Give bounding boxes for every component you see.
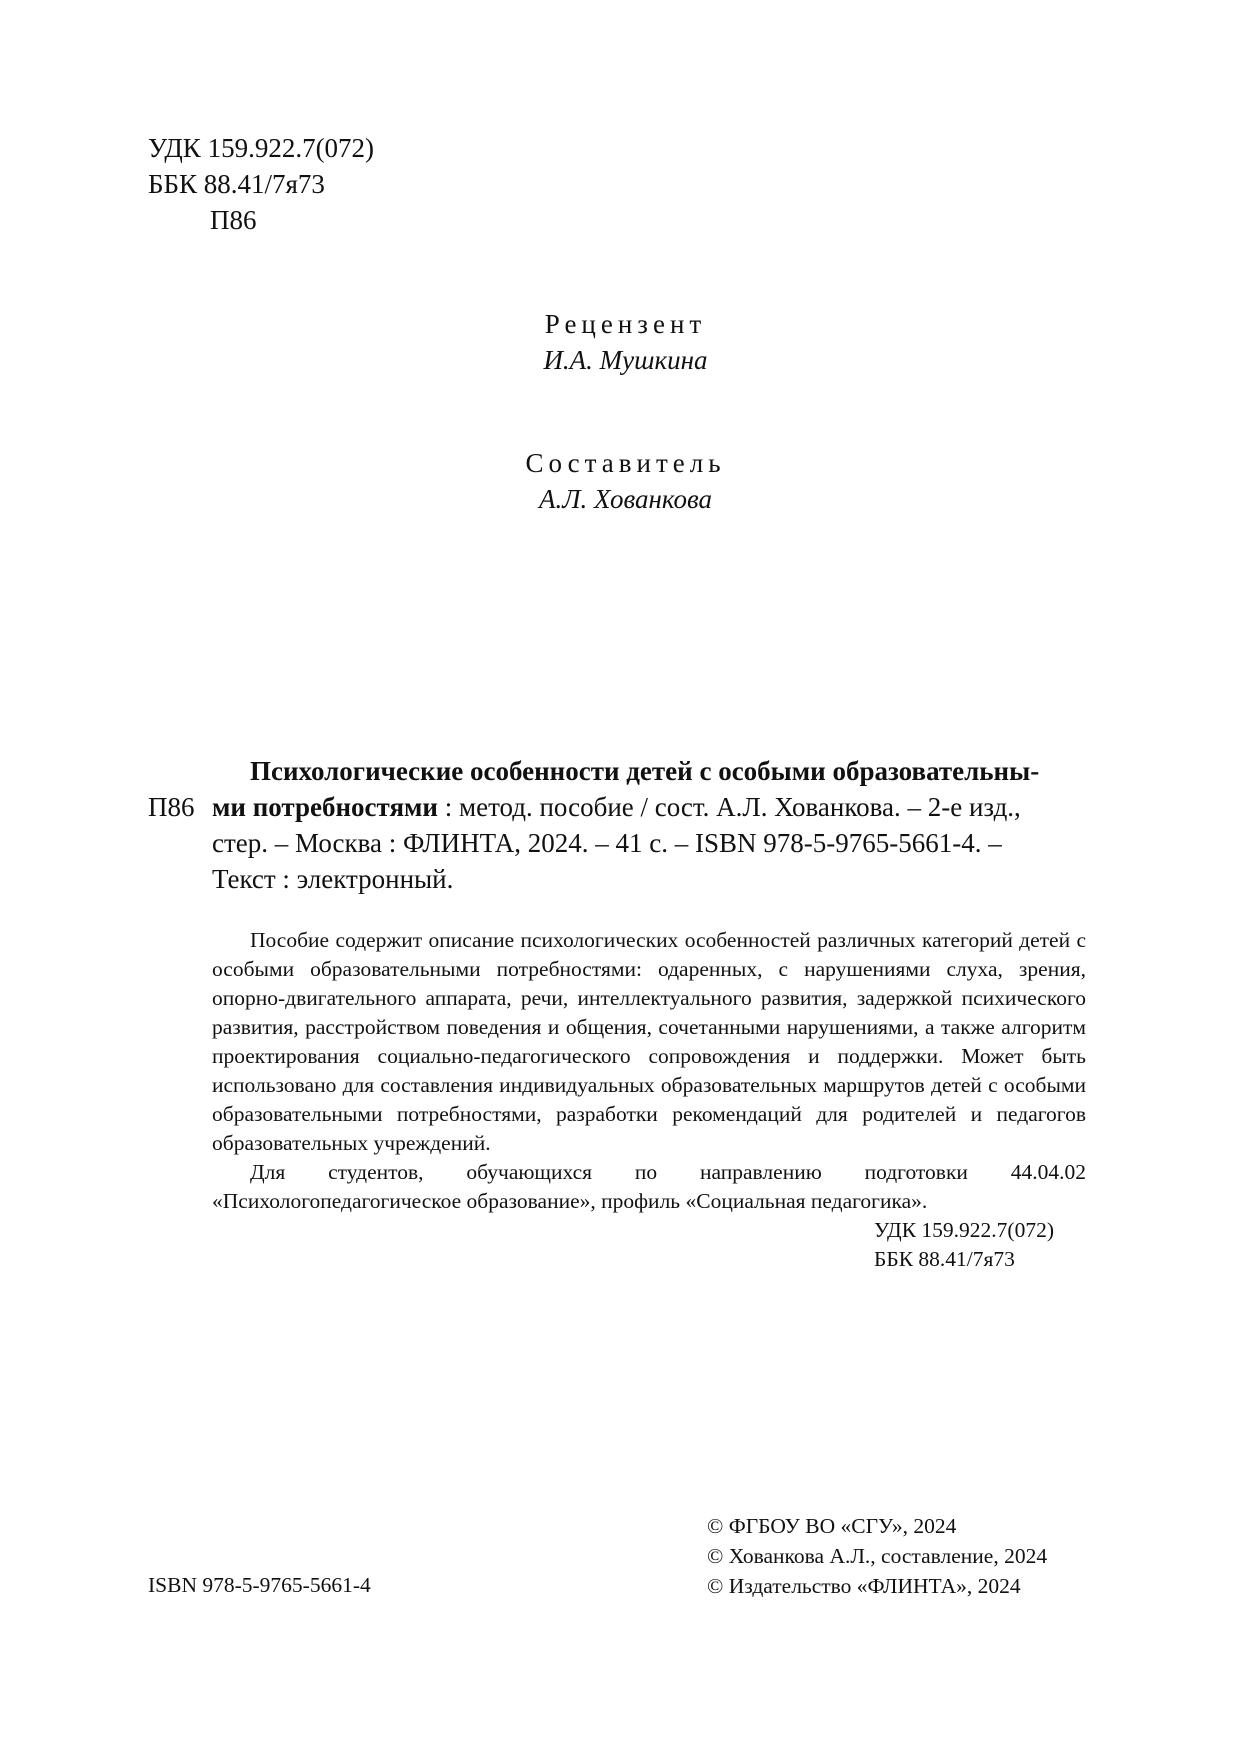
bibliographic-record [148, 753, 1098, 897]
book-title-line1: Психологические особенности детей с особыми образовательны- [250, 756, 1040, 786]
abstract-paragraph-audience: Для студентов, обучающихся по направлению подготовки 44.04.02 «Психологопедагогическое образование», профиль «Социальная педагогика». [212, 1160, 1086, 1213]
reviewer-block [0, 306, 1241, 378]
bbk-code: ББК 88.41/7я73 [148, 169, 325, 199]
copyright-block [707, 1511, 1047, 1601]
record-line2-rest: : метод. пособие / сост. А.Л. Хованкова. – 2-е изд., [438, 792, 1021, 822]
compiler-block [0, 445, 1241, 517]
isbn-number: ISBN 978-5-9765-5661-4 [148, 1573, 371, 1597]
record-line3: стер. – Москва : ФЛИНТА, 2024. – 41 с. – ISBN 978-5-9765-5661-4. – [212, 828, 1002, 858]
author-mark: П86 [210, 205, 257, 235]
record-line4: Текст : электронный. [212, 864, 454, 894]
record-author-mark: П86 [148, 792, 195, 822]
reviewer-role: Рецензент [544, 309, 707, 339]
udk-code: УДК 159.922.7(072) [148, 133, 375, 163]
classification-block [148, 130, 374, 238]
abstract-block [212, 926, 1086, 1274]
abstract-bbk-code: ББК 88.41/7я73 [874, 1247, 1015, 1271]
compiler-name: А.Л. Хованкова [538, 484, 713, 514]
book-title-line2: ми потребностями [212, 792, 438, 822]
copyright-line: © ФГБОУ ВО «СГУ», 2024 [707, 1514, 957, 1538]
abstract-udk-code: УДК 159.922.7(072) [874, 1218, 1054, 1242]
copyright-line: © Хованкова А.Л., составление, 2024 [707, 1544, 1048, 1568]
abstract-paragraph-description: Пособие содержит описание психологических особенностей различных категорий детей с особыми образовательными потребностями: одаренных, с нарушениями слуха, зрения, опорно-двигательного аппарата, речи, интеллектуального развития, задержкой психического развития, расстройством поведения и общения, сочетанными нарушениями, а также алгоритм проектирования социально-педагогического сопровождения и поддержки. Может быть использовано для составления индивидуальных образовательных маршрутов детей с особыми образовательными потребностями, разработки рекомендаций для родителей и педагогов образовательных учреждений. [212, 928, 1086, 1155]
compiler-role: Составитель [525, 448, 726, 478]
copyright-line: © Издательство «ФЛИНТА», 2024 [707, 1574, 1021, 1598]
reviewer-name: И.А. Мушкина [543, 345, 708, 375]
